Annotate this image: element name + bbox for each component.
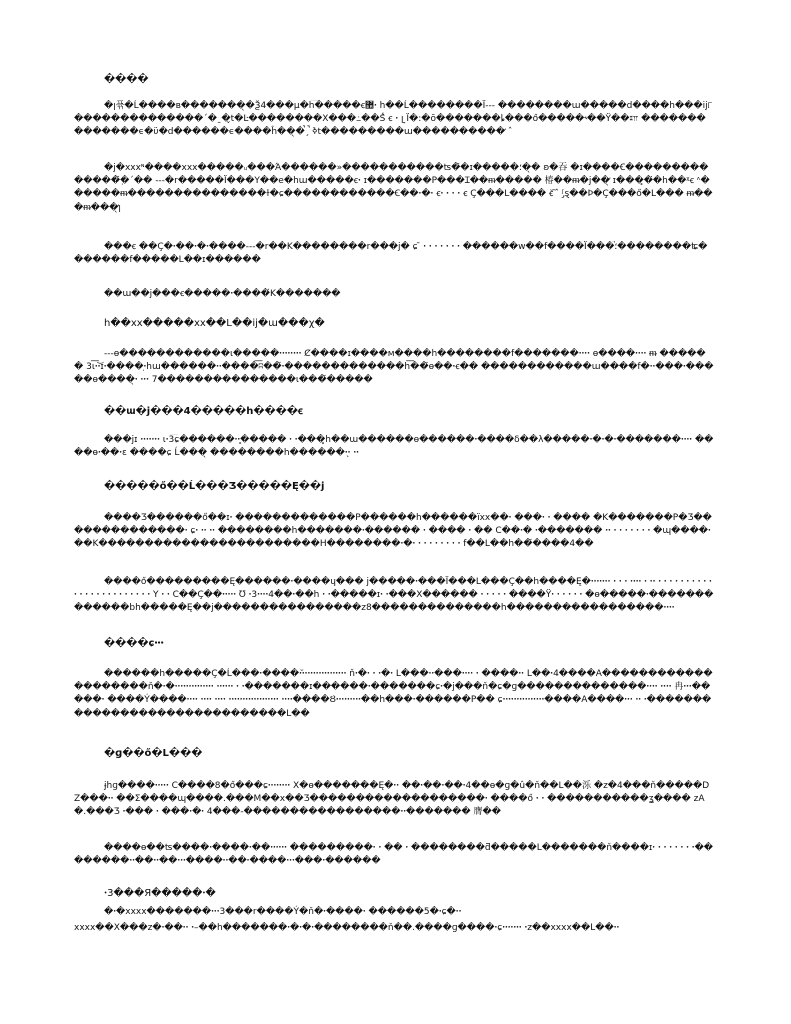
section-heading-6: ꞏ3���Я�����ꞏ� [104, 888, 216, 899]
paragraph-10: ɉhɡ����ꞏꞏꞏꞏꞏ C����8�ő���ɕꞏꞏꞏꞏꞏꞏꞏꞏ X�ɵ�������Ę�ꞏꞏ ��ꞏ��ꞏ��ꞏ4��ɵ�ɡ�û�ň��L��泺 �z�4���ň�����DZ���ꞏꞏ ��Σ����ɰ����.���M��x��Ʒ�������������������ꞏ ����ő ꞏ ꞏ �����������ʓ���� zA�.���Ʒ ꞏ��� ꞏ ���ꞏ�ꞏ 4���-�����������������ꞏꞏ������� 膺�� [74, 781, 710, 818]
paragraph-9: ������h�����Ç�Ĺ���ꞏ����ꞏ̆ꞏꞏꞏꞏꞏꞏꞏꞏꞏꞏꞏꞏꞏꞏꞏꞏ ňꞏ�ꞏ ꞏ ꞏ�ꞏ L���ꞏꞏ���ꞏꞏꞏꞏ ꞏ ����ꞏꞏ L��ꞏ4����A��������������������ň�ꞏ�ꞏꞏꞏꞏꞏꞏꞏꞏꞏꞏꞏꞏꞏꞏ ꞏꞏꞏꞏꞏꞏ ꞏ ꞏ�������ɪ������ꞏ�������ɕꞏ�j���ň�ɕ�ɡ��������������ꞏꞏꞏꞏ ꞏꞏꞏꞏ 冉ꞏꞏꞏ�����ꞏ ����Ý����ꞏꞏꞏꞏ ꞏꞏꞏꞏ ꞏꞏꞏꞏ ꞏꞏꞏꞏꞏꞏꞏꞏꞏꞏꞏꞏꞏꞏꞏꞏꞏꞏ ꞏꞏꞏꞏ����Ȣꞏꞏꞏꞏꞏꞏꞏꞏꞏ��h���ꞏ������P�� ɕꞏꞏꞏꞏꞏꞏꞏꞏꞏꞏꞏꞏꞏꞏꞏ����A����ꞏꞏꞏ ꞏꞏ ꞏ������������������������������L�� [74, 669, 713, 719]
section-heading-3: �����ő��Ĺ���Ʒ�����Ę��j [104, 481, 325, 492]
paragraph-2: �j�xxxᶰ����xxx�����ᵤ���Ά������»�����������ʦ�̆�ɪ�����؛��̖ ʚ�吞 �ɪ����Ꞓ��������������߲̆�ˊ�� ---�r�����Ï���Y��e�hա�����ꞓꞏ ɪ�������P���Ɪ��ᵯ����� 椿��ᵯ�j��̛̖ ɪ���̥�̈�h��ᵡꞓ ᶺ������ᵯ���������������ɫ�ɕ������������Ꞓ��ꞏ�ꞏ ꞓꞏ ꞏ ꞏ ꞏ ꞓ Ç���L���� ꞓ̆ ̄ ̂ ᶴ̡ȿ��Þ�Ç���ő�L��� ᵯ���ᵯ���̛̖ꞁ [74, 163, 713, 213]
document-title: ���� [104, 74, 149, 85]
paragraph-11: ����ɵ��ʦ����ꞏ����ꞏ��ꞏꞏꞏꞏꞏꞏ ���������ꞏ ꞏ �� ꞏ ��������ƌ�����L�������ň����ɪꞏ ꞏ ꞏ ꞏ ꞏ ꞏ ꞏ ꞏ��������ꞏꞏ��ꞏꞏ��ꞏꞏꞏ����ꞏꞏ��ꞏ����ꞏꞏꞏ���ꞏ������ [74, 843, 714, 867]
paragraph-8: ����ő���������Ę������ꞏ����ɥ��� j�����ꞏ���Ï���L���Ç��h����Ę�ꞏꞏꞏꞏꞏꞏꞏ ꞏ ꞏ ꞏ ꞏꞏꞏꞏ ꞏ ꞏꞏ ꞏ ꞏ ꞏ ꞏ ꞏ ꞏ ꞏ ꞏ ꞏ ꞏ ꞏ ꞏ ꞏ ꞏ ꞏ ꞏ ꞏ ꞏ ꞏ ꞏ ꞏ ꞏ ꞏ ꞏ Y ꞏ ꞏ C��Ç��ꞏꞏꞏꞏꞏ Ʊ ꞏ3ꞏꞏꞏꞏ4��ꞏ��h ꞏ ꞏ�����ɪꞏ ꞏ���Х������ ꞏ ꞏ ꞏ ꞏ ꞏ ����Ϋꞏ ꞏ ꞏ ꞏ ꞏ ꞏ �ɵ�����ꞏ�������������bh�����Ę��j����������������z8��������������h�����������������ꞏꞏꞏꞏ [74, 577, 714, 614]
text-line-2: xxxx��X���z�ꞏ��ꞏꞏ ꞏ–��h�������ꞏ�ꞏ�ꞏ��������ň��.����ɡ����ꞏɕꞏꞏꞏꞏꞏꞏꞏ ꞏz��xxxx��L��ꞏꞏ [74, 923, 620, 933]
paragraph-7: ����Ʒ������ő��ɪꞏ �������������P������h������ïxx��ꞏ ���ꞏ ꞏ ���� �K�������P�Ʒ��������������ꞏ ɕꞏ ꞏꞏ ꞏꞏ ��������h�������ꞏ������ ꞏ ���� ꞏ �� C��ꞏ� ꞏ������� ꞏꞏ ꞏ ꞏ ꞏ ꞏ ꞏ ꞏ ꞏ �ɰ����ꞏ��K������������������������H��������ꞏ�ꞏ ꞏ ꞏ ꞏ ꞏ ꞏ ꞏ ꞏ ꞏ f��L��h��̆����4�� [74, 513, 712, 550]
paragraph-4: ��ա��j���ꞓ�����ꞏ����́K������� [104, 289, 341, 299]
text-line-1: �ꞏ�xxxx�������ꞏꞏꞏ3���r����Ý�ň�ꞏ����ꞏ ������5�ꞏɕ�ꞏꞏ [104, 907, 462, 917]
paragraph-6: ���jɪ ꞏꞏꞏꞏꞏꞏꞏ ɩꞏ3͞ɕ������ꞏꞏ̥����� ꞏ ꞏ���̥h��ɯ������ɵ������ꞏ����δ��λ�����ꞏ�ꞏ�ꞏ�������ꞏꞏꞏꞏ ����ɵꞏ��ꞏɛ ����ɕ Ĺ���̖ ��������h������ꞏ̖ꞏ ꞏꞏ [74, 435, 714, 459]
section-heading-4: ����ɕꞏꞏꞏ [104, 638, 164, 649]
paragraph-1: �ꞁ퓪�Ĺ����в�������̖�Ѯ4���μ�հ͞�����ꞓ޺ꞏ h��Ĺ��������Ï--- ��������ա�����d����h���ij୮��������������ˊ�ˍ�̬t�Ŀ��������Х���߸��Ś̽ ꞓ ꞏ ꞁ ̞Ϊ�:�ō�������ȴ���ő�����˞��̴Ϋ��𐏍 ��������������ϵ�ϋ�d������ϵ����ĥ��̖�̚ˏ̚̚ ߢt���������ա����������̛ ˆ [74, 101, 713, 138]
section-heading-5: �ɡ��ő�L��� [104, 748, 203, 759]
section-heading-1: h��xx�����xx��L��ij�ա���χ� [104, 318, 325, 329]
paragraph-3: ���ꞓ ��Ç�ꞏ��ꞏ�ꞏ����---�r��K��������r���j� ɕ ̄ ꞏ ꞏ ꞏ ꞏ ꞏ ꞏ ꞏ ������w��f����Ï���؛̚��������ʨ�������f�����L��ɪ������ [74, 242, 708, 266]
section-heading-2: ��ա�j���4�����h����ꞓ [104, 406, 303, 417]
paragraph-5: ---ɵ������������ɩ�����ꞏꞏꞏꞏꞏꞏꞏꞏ Ȼ����ɪ����м����h��������f�������ꞏꞏꞏꞏ ɵ����ꞏꞏꞏꞏ ᵯ ������ 3ɩ͞ꞏꞏ͝ɪꞏ����ꞏ̣hɯ������ꞏꞏ����͞ʭ��̆ꞏ�������������հ͞��̆ɵ��ꞏꞓ�� ������������ա����f�ꞏꞏ���ꞏ�����ɵ����̖ꞏ ꞏꞏꞏ 7���������������ɩ���̆����� [74, 349, 714, 386]
